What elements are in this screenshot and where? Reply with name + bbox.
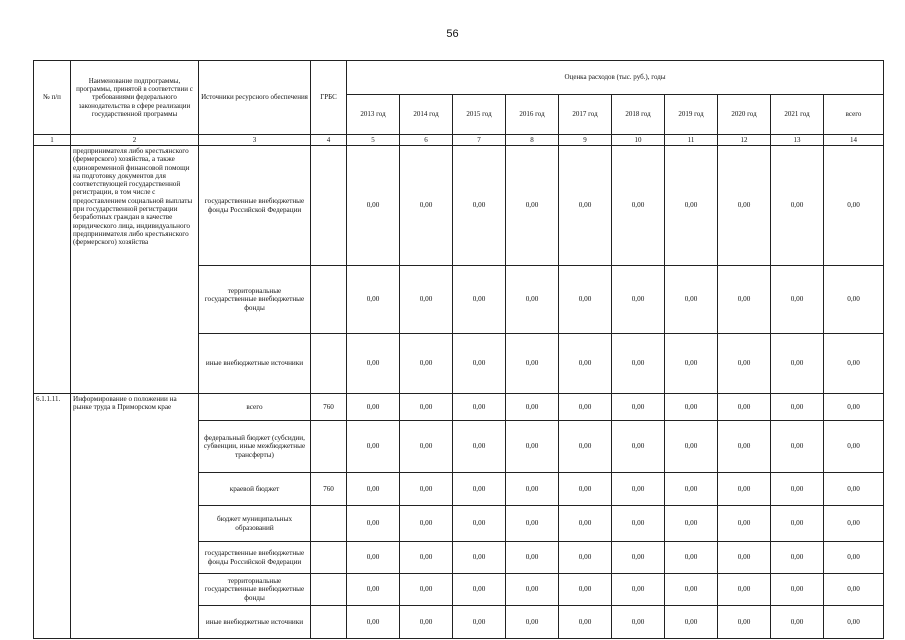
value-cell: 0,00 <box>506 606 559 639</box>
year-header-7: 2020 год <box>718 95 771 135</box>
column-number-10: 10 <box>612 135 665 146</box>
block2-code: 6.1.1.11. <box>34 394 71 639</box>
grbs-cell <box>311 266 347 334</box>
value-cell: 0,00 <box>347 146 400 266</box>
grbs-cell <box>311 606 347 639</box>
column-number-8: 8 <box>506 135 559 146</box>
column-number-14: 14 <box>824 135 884 146</box>
header-grbs: ГРБС <box>311 61 347 135</box>
source-cell: территориальные государственные внебюджетные фонды <box>199 574 311 606</box>
value-cell: 0,00 <box>665 421 718 473</box>
column-number-2: 2 <box>71 135 199 146</box>
source-cell: иные внебюджетные источники <box>199 606 311 639</box>
grbs-cell: 760 <box>311 394 347 421</box>
value-cell: 0,00 <box>612 266 665 334</box>
year-header-0: 2013 год <box>347 95 400 135</box>
value-cell: 0,00 <box>400 506 453 542</box>
value-cell: 0,00 <box>506 394 559 421</box>
year-header-1: 2014 год <box>400 95 453 135</box>
value-cell: 0,00 <box>347 506 400 542</box>
value-cell: 0,00 <box>824 606 884 639</box>
column-number-12: 12 <box>718 135 771 146</box>
value-cell: 0,00 <box>506 574 559 606</box>
value-cell: 0,00 <box>559 574 612 606</box>
value-cell: 0,00 <box>612 421 665 473</box>
value-cell: 0,00 <box>347 542 400 574</box>
value-cell: 0,00 <box>665 574 718 606</box>
value-cell: 0,00 <box>506 506 559 542</box>
source-cell: государственные внебюджетные фонды Российской Федерации <box>199 146 311 266</box>
column-number-3: 3 <box>199 135 311 146</box>
grbs-cell <box>311 574 347 606</box>
source-cell: государственные внебюджетные фонды Российской Федерации <box>199 542 311 574</box>
value-cell: 0,00 <box>771 473 824 506</box>
value-cell: 0,00 <box>665 606 718 639</box>
year-header-8: 2021 год <box>771 95 824 135</box>
value-cell: 0,00 <box>612 146 665 266</box>
value-cell: 0,00 <box>612 394 665 421</box>
grbs-cell: 760 <box>311 473 347 506</box>
value-cell: 0,00 <box>665 334 718 394</box>
value-cell: 0,00 <box>612 473 665 506</box>
value-cell: 0,00 <box>771 606 824 639</box>
value-cell: 0,00 <box>453 146 506 266</box>
value-cell: 0,00 <box>400 421 453 473</box>
column-number-row <box>34 135 884 146</box>
value-cell: 0,00 <box>718 542 771 574</box>
value-cell: 0,00 <box>771 421 824 473</box>
value-cell: 0,00 <box>824 394 884 421</box>
source-cell: иные внебюджетные источники <box>199 334 311 394</box>
value-cell: 0,00 <box>559 506 612 542</box>
table-body <box>34 146 884 639</box>
column-number-11: 11 <box>665 135 718 146</box>
value-cell: 0,00 <box>718 146 771 266</box>
column-number-13: 13 <box>771 135 824 146</box>
value-cell: 0,00 <box>347 266 400 334</box>
year-header-9: всего <box>824 95 884 135</box>
source-cell: всего <box>199 394 311 421</box>
table-header <box>34 61 884 146</box>
value-cell: 0,00 <box>771 506 824 542</box>
value-cell: 0,00 <box>400 606 453 639</box>
grbs-cell <box>311 506 347 542</box>
value-cell: 0,00 <box>771 574 824 606</box>
value-cell: 0,00 <box>400 542 453 574</box>
value-cell: 0,00 <box>718 421 771 473</box>
value-cell: 0,00 <box>665 394 718 421</box>
value-cell: 0,00 <box>718 266 771 334</box>
value-cell: 0,00 <box>400 473 453 506</box>
value-cell: 0,00 <box>506 334 559 394</box>
value-cell: 0,00 <box>665 146 718 266</box>
value-cell: 0,00 <box>718 394 771 421</box>
value-cell: 0,00 <box>665 266 718 334</box>
value-cell: 0,00 <box>824 146 884 266</box>
value-cell: 0,00 <box>506 146 559 266</box>
value-cell: 0,00 <box>824 473 884 506</box>
value-cell: 0,00 <box>824 506 884 542</box>
source-cell: бюджет муниципальных образований <box>199 506 311 542</box>
value-cell: 0,00 <box>400 334 453 394</box>
value-cell: 0,00 <box>453 606 506 639</box>
header-num: № п/п <box>34 61 71 135</box>
value-cell: 0,00 <box>559 394 612 421</box>
header-estimate: Оценка расходов (тыс. руб.), годы <box>347 61 884 95</box>
value-cell: 0,00 <box>559 606 612 639</box>
value-cell: 0,00 <box>559 266 612 334</box>
value-cell: 0,00 <box>665 542 718 574</box>
value-cell: 0,00 <box>771 266 824 334</box>
value-cell: 0,00 <box>453 574 506 606</box>
value-cell: 0,00 <box>400 574 453 606</box>
grbs-cell <box>311 542 347 574</box>
table-row <box>34 146 884 266</box>
value-cell: 0,00 <box>824 542 884 574</box>
value-cell: 0,00 <box>453 266 506 334</box>
value-cell: 0,00 <box>718 574 771 606</box>
grbs-cell <box>311 146 347 266</box>
value-cell: 0,00 <box>559 146 612 266</box>
value-cell: 0,00 <box>718 606 771 639</box>
value-cell: 0,00 <box>612 542 665 574</box>
value-cell: 0,00 <box>453 506 506 542</box>
source-cell: федеральный бюджет (субсидии, субвенции, иные межбюджетные трансферты) <box>199 421 311 473</box>
year-header-2: 2015 год <box>453 95 506 135</box>
value-cell: 0,00 <box>771 394 824 421</box>
value-cell: 0,00 <box>559 473 612 506</box>
value-cell: 0,00 <box>400 146 453 266</box>
column-number-7: 7 <box>453 135 506 146</box>
value-cell: 0,00 <box>453 334 506 394</box>
value-cell: 0,00 <box>506 542 559 574</box>
block1-name: предпринимателя либо крестьянского (фермерского) хозяйства, а также единовременной финансовой помощи на подготовку документов для соответствующей государственной регистрации, в том числе с предоставлением социальной выплаты при государственной регистрации безработных граждан в качестве юридического лица, индивидуального предпринимателя либо крестьянского (фермерского) хозяйства <box>71 146 199 394</box>
column-number-6: 6 <box>400 135 453 146</box>
value-cell: 0,00 <box>771 146 824 266</box>
value-cell: 0,00 <box>665 506 718 542</box>
year-header-4: 2017 год <box>559 95 612 135</box>
value-cell: 0,00 <box>453 473 506 506</box>
block1-code <box>34 146 71 394</box>
value-cell: 0,00 <box>824 574 884 606</box>
value-cell: 0,00 <box>453 542 506 574</box>
value-cell: 0,00 <box>347 334 400 394</box>
value-cell: 0,00 <box>559 334 612 394</box>
value-cell: 0,00 <box>824 334 884 394</box>
column-number-1: 1 <box>34 135 71 146</box>
value-cell: 0,00 <box>612 334 665 394</box>
year-header-3: 2016 год <box>506 95 559 135</box>
budget-table <box>33 60 884 639</box>
year-header-6: 2019 год <box>665 95 718 135</box>
value-cell: 0,00 <box>347 473 400 506</box>
value-cell: 0,00 <box>771 334 824 394</box>
value-cell: 0,00 <box>824 421 884 473</box>
value-cell: 0,00 <box>559 542 612 574</box>
value-cell: 0,00 <box>453 394 506 421</box>
page-number: 56 <box>446 28 459 40</box>
value-cell: 0,00 <box>347 394 400 421</box>
value-cell: 0,00 <box>347 421 400 473</box>
value-cell: 0,00 <box>612 506 665 542</box>
value-cell: 0,00 <box>453 421 506 473</box>
value-cell: 0,00 <box>612 574 665 606</box>
value-cell: 0,00 <box>718 334 771 394</box>
value-cell: 0,00 <box>665 473 718 506</box>
column-number-9: 9 <box>559 135 612 146</box>
value-cell: 0,00 <box>559 421 612 473</box>
column-number-5: 5 <box>347 135 400 146</box>
value-cell: 0,00 <box>612 606 665 639</box>
source-cell: территориальные государственные внебюджетные фонды <box>199 266 311 334</box>
value-cell: 0,00 <box>506 266 559 334</box>
source-cell: краевой бюджет <box>199 473 311 506</box>
column-number-4: 4 <box>311 135 347 146</box>
value-cell: 0,00 <box>347 574 400 606</box>
grbs-cell <box>311 421 347 473</box>
table-row <box>34 394 884 421</box>
value-cell: 0,00 <box>347 606 400 639</box>
grbs-cell <box>311 334 347 394</box>
value-cell: 0,00 <box>400 394 453 421</box>
value-cell: 0,00 <box>400 266 453 334</box>
block2-name: Информирование о положении на рынке труда в Приморском крае <box>71 394 199 639</box>
value-cell: 0,00 <box>506 421 559 473</box>
header-sources: Источники ресурсного обеспечения <box>199 61 311 135</box>
year-header-5: 2018 год <box>612 95 665 135</box>
header-name: Наименование подпрограммы, программы, принятой в соответствии с требованиями федерального законодательства в сфере реализации государственной программы <box>71 61 199 135</box>
value-cell: 0,00 <box>506 473 559 506</box>
value-cell: 0,00 <box>771 542 824 574</box>
value-cell: 0,00 <box>718 473 771 506</box>
value-cell: 0,00 <box>718 506 771 542</box>
value-cell: 0,00 <box>824 266 884 334</box>
